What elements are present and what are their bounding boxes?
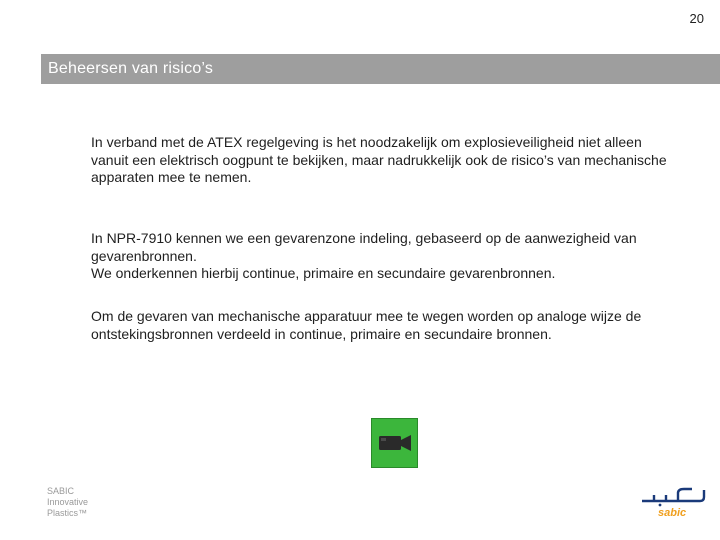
- video-play-button[interactable]: [371, 418, 418, 468]
- title-bar: [41, 54, 720, 84]
- paragraph-npr-line-2: We onderkennen hierbij continue, primaire en secundaire gevarenbronnen.: [91, 265, 556, 281]
- slide-title: Beheersen van risico’s: [48, 60, 214, 77]
- video-camera-icon: [378, 433, 412, 453]
- sabic-logo: [640, 487, 706, 521]
- sabic-wordmark: sabic: [658, 507, 687, 519]
- paragraph-atex: In verband met de ATEX regelgeving is het noodzakelijk om explosieveiligheid niet alleen vanuit een elektrisch oogpunt te bekijken, maar nadrukkelijk ook de risico’s van mechanische apparaten mee te nemen.: [91, 134, 667, 185]
- logo-line-1: SABIC: [47, 486, 75, 496]
- logo-line-3: Plastics™: [47, 508, 88, 518]
- paragraph-npr: [91, 230, 671, 283]
- logo-line-2: Innovative: [47, 497, 89, 507]
- paragraph-npr-line-1: In NPR-7910 kennen we een gevarenzone indeling, gebaseerd op de aanwezigheid van gevarenbronnen.: [91, 230, 637, 264]
- sabic-innovative-plastics-logo: [47, 486, 88, 519]
- paragraph-mechanical: Om de gevaren van mechanische apparatuur mee te wegen worden op analoge wijze de ontstekingsbronnen verdeeld in continue, primaire en secundaire bronnen.: [91, 308, 642, 342]
- sabic-arabic-mark-icon: [640, 487, 706, 507]
- page-number: 20: [689, 11, 704, 26]
